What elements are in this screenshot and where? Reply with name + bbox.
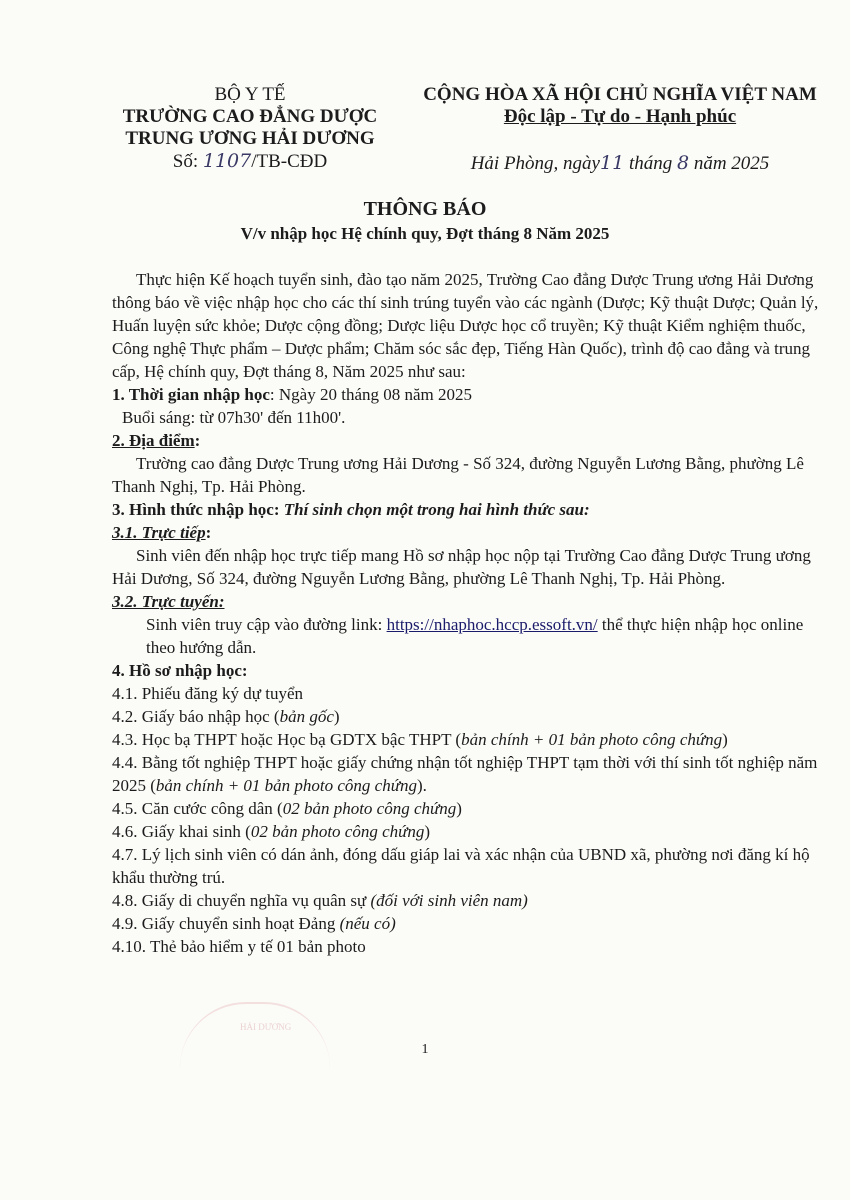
handwritten-number: 1107 [202,150,252,172]
checklist-item: 4.8. Giấy di chuyển nghĩa vụ quân sự (đối với sinh viên nam) [112,891,528,910]
checklist-item: 4.9. Giấy chuyển sinh hoạt Đảng (nếu có) [112,914,396,933]
school-name-line2: TRUNG ƯƠNG HẢI DƯƠNG [125,128,375,149]
country-name: CỘNG HÒA XÃ HỘI CHỦ NGHĨA VIỆT NAM [423,84,817,105]
document-body [112,268,832,958]
national-heading [400,84,840,175]
section-2-heading: 2. Địa điểm: [112,431,201,450]
online-enrollment-link[interactable]: https://nhaphoc.hccp.essoft.vn/ [386,615,598,634]
stamp-text: HẢI DƯƠNG [240,1022,292,1032]
issuer-block [100,84,400,173]
document-subtitle: V/v nhập học Hệ chính quy, Đợt tháng 8 Năm 2025 [240,224,610,243]
section-3-1-heading: 3.1. Trực tiếp: [112,523,212,542]
section-3-2-text: Sinh viên truy cập vào đường link: https://nhaphoc.hccp.essoft.vn/ thể thực hiện nhập học online theo hướng dẫn. [146,615,804,657]
page-number: 1 [421,1042,429,1057]
checklist-item: 4.2. Giấy báo nhập học (bản gốc) [112,707,340,726]
intro-paragraph: Thực hiện Kế hoạch tuyển sinh, đào tạo năm 2025, Trường Cao đẳng Dược Trung ương Hải Dương thông báo về việc nhập học cho các thí sinh trúng tuyển vào các ngành (Dược; Kỹ thuật Dược; Quản lý, Huấn luyện sức khỏe; Dược cộng đồng; Dược liệu Dược học cổ truyền; Kỹ thuật Kiểm nghiệm thuốc, Công nghệ Thực phẩm – Dược phẩm; Chăm sóc sắc đẹp, Tiếng Hàn Quốc), trình độ cao đẳng và trung cấp, Hệ chính quy, Đợt tháng 8, Năm 2025 như sau: [112,270,819,381]
document-checklist [112,682,832,958]
section-1-heading: 1. Thời gian nhập học [112,385,270,404]
section-2-text: Trường cao đẳng Dược Trung ương Hải Dương - Số 324, đường Nguyễn Lương Bằng, phường Lê Thanh Nghị, Tp. Hải Phòng. [112,454,804,496]
checklist-item: 4.1. Phiếu đăng ký dự tuyển [112,684,304,703]
checklist-item: 4.4. Bằng tốt nghiệp THPT hoặc giấy chứng nhận tốt nghiệp THPT tạm thời với thí sinh tốt nghiệp năm 2025 (bản chính + 01 bản photo công chứng). [112,753,818,795]
document-number: Số: 1107/TB-CĐD [172,150,328,172]
section-3-2-heading: 3.2. Trực tuyến: [112,592,225,611]
checklist-item: 4.5. Căn cước công dân (02 bản photo công chứng) [112,799,462,818]
checklist-item: 4.10. Thẻ bảo hiểm y tế 01 bản photo [112,937,366,956]
checklist-item: 4.6. Giấy khai sinh (02 bản photo công chứng) [112,822,431,841]
checklist-item: 4.3. Học bạ THPT hoặc Học bạ GDTX bậc THPT (bản chính + 01 bản photo công chứng) [112,730,728,749]
document-title: THÔNG BÁO [363,198,487,220]
section-4-heading: 4. Hồ sơ nhập học: [112,661,248,680]
section-3-heading: 3. Hình thức nhập học: Thí sinh chọn một trong hai hình thức sau: [112,500,590,519]
stamp-mark [180,1002,330,1068]
school-name-line1: TRƯỜNG CAO ĐẲNG DƯỢC [122,106,378,127]
national-motto: Độc lập - Tự do - Hạnh phúc [503,106,737,127]
issue-date: Hải Phòng, ngày11 tháng 8 năm 2025 [470,152,770,174]
section-3-1-text: Sinh viên đến nhập học trực tiếp mang Hồ sơ nhập học nộp tại Trường Cao đẳng Dược Trung ương Hải Dương, Số 324, đường Nguyễn Lương Bằng, phường Lê Thanh Nghị, Tp. Hải Phòng. [112,546,811,588]
checklist-item: 4.7. Lý lịch sinh viên có dán ảnh, đóng dấu giáp lai và xác nhận của UBND xã, phường nơi đăng kí hộ khẩu thường trú. [112,845,810,887]
section-1: 1. Thời gian nhập học: Ngày 20 tháng 08 năm 2025 [112,385,473,404]
section-1-time: Buổi sáng: từ 07h30' đến 11h00'. [122,408,346,427]
ministry-name: BỘ Y TẾ [214,84,286,105]
